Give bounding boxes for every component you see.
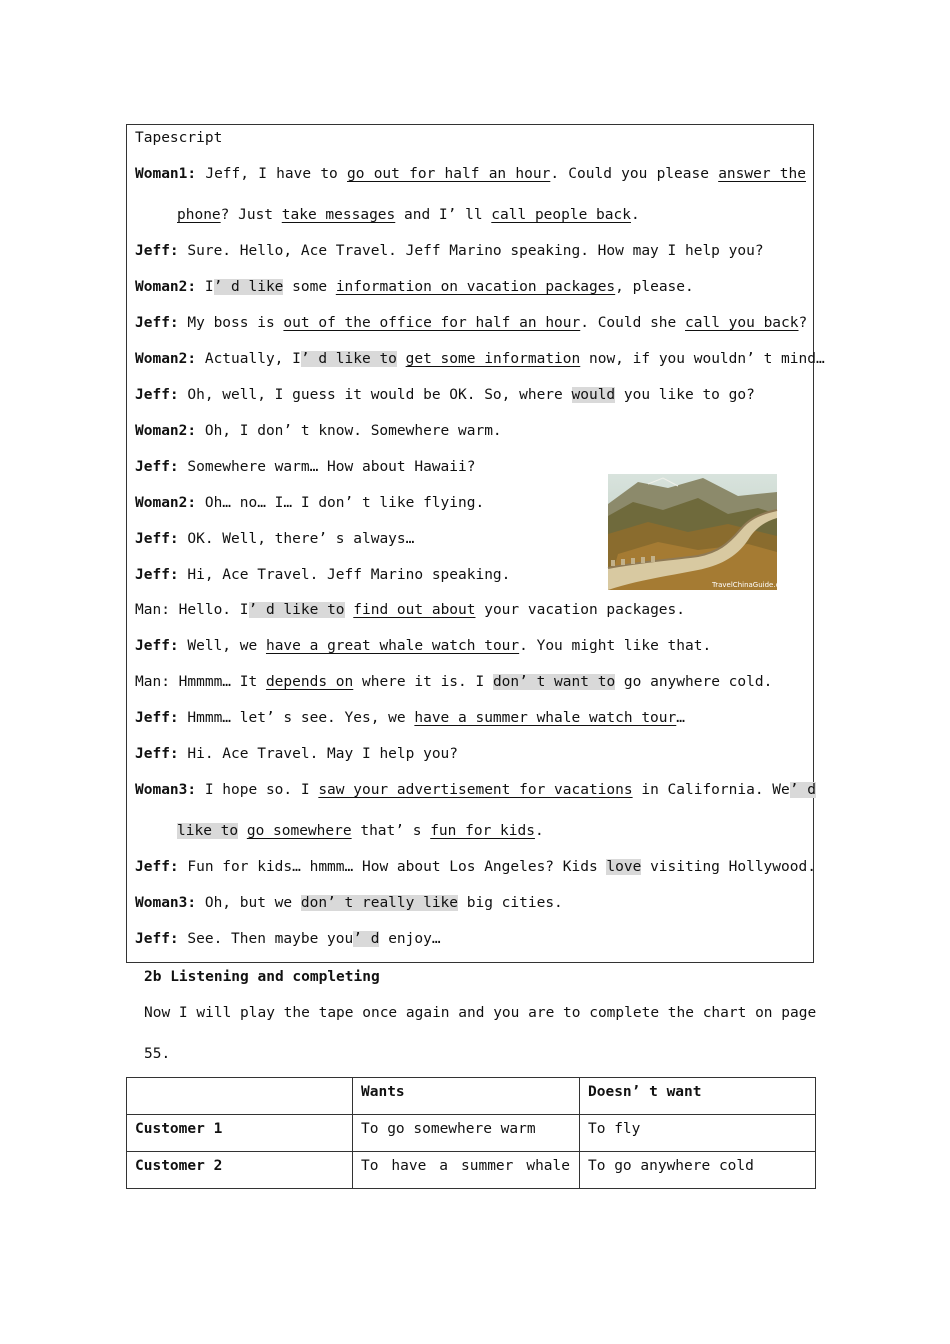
dialogue-text: enjoy… (379, 931, 441, 947)
section-heading: 2b Listening and completing (144, 969, 380, 985)
tapescript-line-text (177, 823, 544, 839)
dialogue-text: Oh… no… I… I don’ t like flying. (196, 495, 485, 511)
highlighted-phrase: don’ t really like (300, 895, 459, 911)
tapescript-title: Tapescript (135, 130, 223, 146)
photo-watermark: TravelChinaGuide.com (712, 581, 791, 589)
dialogue-text: , please. (615, 279, 694, 295)
chart-row (127, 1152, 816, 1189)
speaker-name: Jeff: (135, 315, 179, 331)
tapescript-line (135, 636, 711, 656)
tapescript-line-text (135, 315, 807, 331)
tapescript-line (135, 241, 764, 261)
dialogue-text: Sure. Hello, Ace Travel. Jeff Marino speaking. How may I help you? (178, 243, 764, 259)
speaker-name: Woman3: (135, 782, 197, 798)
dialogue-text: now, if you wouldn’ t mind… (580, 351, 825, 367)
dialogue-text: ? (798, 315, 808, 331)
speaker-name: Woman2: (135, 495, 197, 511)
dialogue-text: in California. We (632, 782, 790, 798)
chart-customer-label: Customer 2 (127, 1152, 353, 1189)
highlighted-phrase: ’ d like to (300, 351, 397, 367)
highlighted-phrase: don’ t want to (492, 674, 616, 690)
dialogue-text: Oh, well, I guess it would be OK. So, where (178, 387, 572, 403)
dialogue-text: visiting Hollywood. (641, 859, 816, 875)
highlighted-phrase: ’ d (789, 782, 816, 798)
tapescript-line-text (135, 164, 806, 184)
dialogue-text (238, 823, 247, 839)
tapescript-line (135, 385, 755, 405)
dialogue-text: Fun for kids… hmmm… How about Los Angeles? Kids (178, 859, 607, 875)
underlined-phrase: go out for half an hour (347, 166, 551, 182)
underlined-phrase: have a summer whale watch tour (414, 710, 677, 726)
dialogue-text: OK. Well, there’ s always… (178, 531, 415, 547)
underlined-phrase: information on vacation packages (335, 279, 616, 295)
dialogue-text: See. Then maybe you (178, 931, 354, 947)
dialogue-text: you like to go? (615, 387, 755, 403)
speaker-name: Woman2: (135, 423, 197, 439)
underlined-phrase: phone (177, 207, 221, 223)
tapescript-line (135, 672, 772, 692)
dialogue-text: ? Just (220, 207, 282, 223)
highlighted-phrase: ’ d like to (248, 602, 345, 618)
chart-header-blank (127, 1078, 353, 1115)
chart-header-row (127, 1078, 816, 1115)
underlined-phrase: go somewhere (246, 823, 352, 839)
tapescript-line (135, 929, 441, 949)
dialogue-text: . (630, 207, 640, 223)
speaker-name: Jeff: (135, 387, 179, 403)
tapescript-line-text (135, 387, 755, 403)
dialogue-text: where it is. I (353, 674, 493, 690)
tapescript-line-text (135, 602, 685, 618)
section-instruction-1 (144, 1003, 817, 1023)
dialogue-text (397, 351, 406, 367)
tapescript-line-text (135, 531, 414, 547)
tapescript-line (135, 744, 458, 764)
tapescript-line (135, 529, 414, 549)
dialogue-text: Jeff, I have to (196, 166, 348, 182)
tapescript-line (135, 493, 484, 513)
speaker-name: Jeff: (135, 931, 179, 947)
chart-customer-label: Customer 1 (127, 1115, 353, 1152)
dialogue-text: I hope so. I (196, 782, 319, 798)
dialogue-text: . Could you please (550, 166, 719, 182)
dialogue-text: Well, we (178, 638, 266, 654)
tapescript-line (135, 421, 502, 441)
tapescript-line-text (135, 243, 764, 259)
speaker-name: Woman3: (135, 895, 197, 911)
completion-chart (126, 1077, 816, 1189)
chart-row (127, 1115, 816, 1152)
chart-header-doesnt-want: Doesn’ t want (580, 1078, 816, 1115)
tapescript-line-text (135, 895, 563, 911)
dialogue-text: Oh, I don’ t know. Somewhere warm. (196, 423, 502, 439)
dialogue-text: that’ s (351, 823, 431, 839)
highlighted-phrase: ’ d like (213, 279, 284, 295)
great-wall-illustration (608, 474, 791, 590)
speaker-name: Jeff: (135, 459, 179, 475)
tapescript-line-text (135, 674, 772, 690)
dialogue-text: Hmmm… let’ s see. Yes, we (178, 710, 415, 726)
underlined-phrase: fun for kids (430, 823, 535, 839)
instruction-text-1: Now I will play the tape once again and you are to complete the chart on page (144, 1005, 817, 1021)
dialogue-text: your vacation packages. (475, 602, 685, 618)
dialogue-text: I (196, 279, 214, 295)
tapescript-line-text (135, 423, 502, 439)
highlighted-phrase: would (571, 387, 616, 403)
underlined-phrase: call people back (491, 207, 631, 223)
speaker-name: Jeff: (135, 638, 179, 654)
tapescript-line-text (177, 207, 640, 223)
dialogue-text: Hi, Ace Travel. Jeff Marino speaking. (178, 567, 511, 583)
highlighted-phrase: love (606, 859, 642, 875)
speaker-name: Jeff: (135, 531, 179, 547)
speaker-name: Jeff: (135, 567, 179, 583)
dialogue-text: go anywhere cold. (615, 674, 773, 690)
tapescript-line (177, 205, 640, 225)
tapescript-line (135, 164, 806, 184)
chart-wants-cell (353, 1152, 580, 1189)
underlined-phrase: answer the (718, 166, 806, 182)
tapescript-line-text (135, 859, 816, 875)
tapescript-line-text (135, 459, 475, 475)
tapescript-line (135, 780, 816, 800)
tapescript-line-text (135, 780, 816, 800)
tapescript-line (135, 893, 563, 913)
speaker-name: Woman2: (135, 279, 197, 295)
tapescript-line (135, 565, 510, 585)
dialogue-text: Oh, but we (196, 895, 301, 911)
tapescript-line (135, 457, 475, 477)
great-wall-photo (608, 474, 791, 590)
dialogue-text: Somewhere warm… How about Hawaii? (178, 459, 476, 475)
dialogue-text: . Could she (580, 315, 685, 331)
tapescript-line-text (135, 638, 711, 654)
speaker-name: Woman2: (135, 351, 197, 367)
tapescript-line-text (135, 710, 685, 726)
tapescript-line (135, 600, 685, 620)
dialogue-text: and I’ ll (395, 207, 492, 223)
speaker-name: Jeff: (135, 746, 179, 762)
speaker-name: Jeff: (135, 243, 179, 259)
dialogue-text: some (283, 279, 336, 295)
underlined-phrase: find out about (353, 602, 476, 618)
underlined-phrase: depends on (265, 674, 354, 690)
underlined-phrase: take messages (281, 207, 396, 223)
chart-wants-cell: To go somewhere warm (353, 1115, 580, 1152)
chart-header-wants: Wants (353, 1078, 580, 1115)
chart-wants-text: To have a summer whale (361, 1158, 570, 1174)
highlighted-phrase: like to (177, 823, 239, 839)
speaker-name: Jeff: (135, 859, 179, 875)
tapescript-line (135, 708, 685, 728)
dialogue-text (345, 602, 354, 618)
underlined-phrase: get some information (405, 351, 581, 367)
dialogue-text: Man: Hmmmm… It (135, 674, 266, 690)
dialogue-text: My boss is (178, 315, 284, 331)
underlined-phrase: have a great whale watch tour (265, 638, 520, 654)
dialogue-text: big cities. (458, 895, 563, 911)
dialogue-text: . You might like that. (519, 638, 712, 654)
tapescript-line-text (135, 351, 825, 367)
highlighted-phrase: ’ d (353, 931, 380, 947)
tapescript-line (135, 857, 816, 877)
tapescript-line-text (135, 567, 510, 583)
speaker-name: Jeff: (135, 710, 179, 726)
tapescript-line-text (135, 931, 441, 947)
chart-doesnt-want-cell: To fly (580, 1115, 816, 1152)
chart-doesnt-want-cell: To go anywhere cold (580, 1152, 816, 1189)
dialogue-text: . (534, 823, 544, 839)
tapescript-line-text (135, 279, 694, 295)
speaker-name: Woman1: (135, 166, 197, 182)
section-instruction-2: 55. (144, 1046, 171, 1062)
tapescript-line-text (135, 746, 458, 762)
tapescript-line (135, 349, 825, 369)
dialogue-text: Hi. Ace Travel. May I help you? (178, 746, 459, 762)
dialogue-text: … (676, 710, 685, 726)
dialogue-text: Actually, I (196, 351, 301, 367)
tapescript-line (135, 277, 694, 297)
tapescript-line (135, 313, 807, 333)
tapescript-line-text (135, 495, 484, 511)
tapescript-line (177, 821, 544, 841)
underlined-phrase: out of the office for half an hour (283, 315, 581, 331)
dialogue-text: Man: Hello. I (135, 602, 249, 618)
underlined-phrase: call you back (685, 315, 799, 331)
underlined-phrase: saw your advertisement for vacations (318, 782, 633, 798)
